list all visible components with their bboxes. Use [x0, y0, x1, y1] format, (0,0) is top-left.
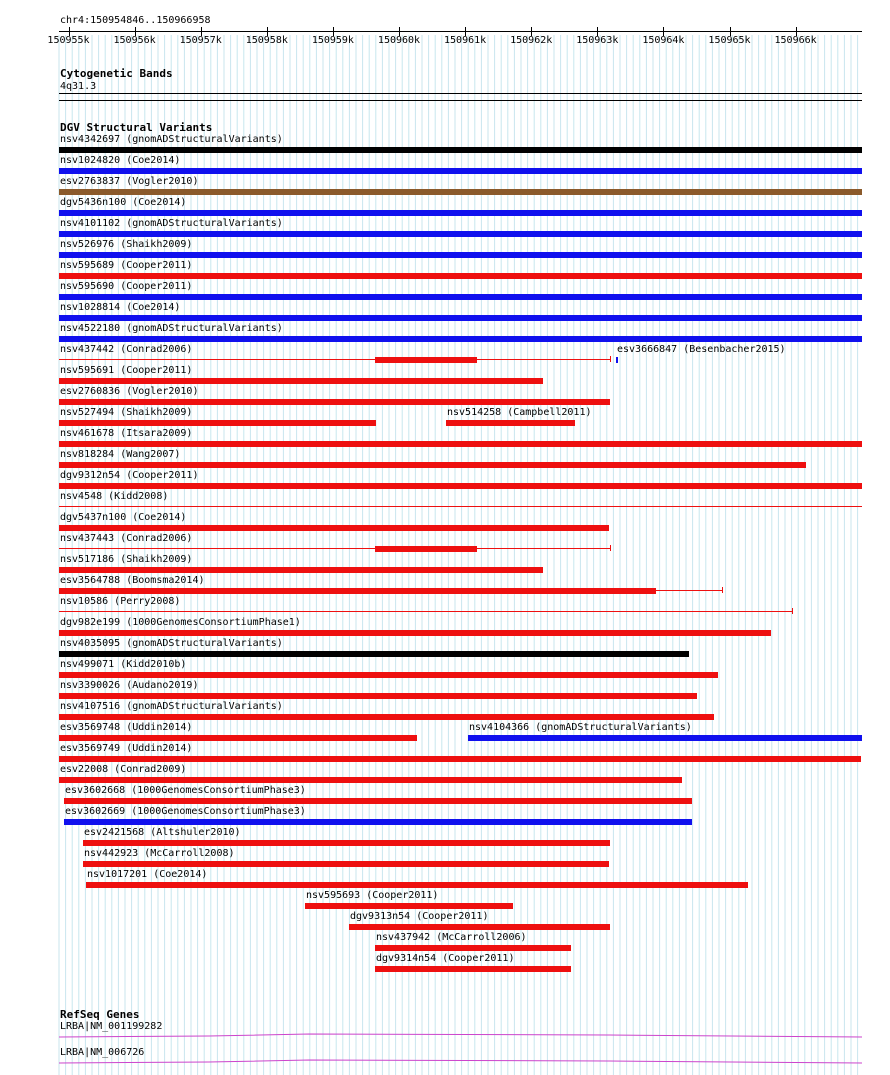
variant-label[interactable]: nsv1028814 (Coe2014) [60, 302, 181, 313]
variant-label[interactable]: dgv982e199 (1000GenomesConsortiumPhase1) [60, 617, 301, 628]
variant-label[interactable]: esv3666847 (Besenbacher2015) [617, 344, 786, 355]
ruler-tick-label: 150966k [774, 35, 817, 46]
variant-label[interactable]: nsv818284 (Wang2007) [60, 449, 181, 460]
gene-label[interactable]: LRBA|NM_006726 [60, 1047, 145, 1058]
variant-bar[interactable] [468, 735, 862, 741]
region-label: chr4:150954846..150966958 [60, 15, 211, 26]
variant-bar[interactable] [86, 882, 748, 888]
ruler-tick-label: 150957k [179, 35, 222, 46]
ruler-tick-label: 150963k [576, 35, 619, 46]
variant-endcap [610, 545, 611, 551]
variant-label[interactable]: nsv4035095 (gnomADStructuralVariants) [60, 638, 283, 649]
variant-label[interactable]: nsv4107516 (gnomADStructuralVariants) [60, 701, 283, 712]
variant-label[interactable]: nsv1017201 (Coe2014) [87, 869, 208, 880]
variant-endcap [792, 608, 793, 614]
variant-bar[interactable] [446, 420, 575, 426]
variant-bar[interactable] [64, 819, 692, 825]
cytoband-track-title[interactable]: Cytogenetic Bands [60, 67, 173, 80]
variant-label[interactable]: esv3602668 (1000GenomesConsortiumPhase3) [65, 785, 306, 796]
variant-bar[interactable] [83, 840, 610, 846]
variant-bar[interactable] [59, 588, 656, 594]
variant-bar[interactable] [83, 861, 609, 867]
variant-bar[interactable] [59, 336, 862, 342]
ruler-axis-line [59, 31, 862, 32]
variant-label[interactable]: esv22008 (Conrad2009) [60, 764, 187, 775]
variant-bar[interactable] [59, 483, 862, 489]
variant-label[interactable]: dgv5437n100 (Coe2014) [60, 512, 187, 523]
variant-bar[interactable] [64, 798, 692, 804]
gene-model[interactable] [59, 1030, 862, 1040]
variant-label[interactable]: nsv4104366 (gnomADStructuralVariants) [469, 722, 692, 733]
variant-bar[interactable] [59, 189, 862, 195]
gene-label[interactable]: LRBA|NM_001199282 [60, 1021, 163, 1032]
variant-bar[interactable] [59, 672, 718, 678]
cytoband-line [59, 93, 862, 94]
ruler-tick-label: 150955k [47, 35, 90, 46]
variant-bar[interactable] [305, 903, 513, 909]
variant-bar[interactable] [59, 315, 862, 321]
variant-label[interactable]: nsv499071 (Kidd2010b) [60, 659, 187, 670]
variant-bar[interactable] [59, 231, 862, 237]
dgv-track-title[interactable]: DGV Structural Variants [60, 121, 213, 134]
variant-label[interactable]: dgv5436n100 (Coe2014) [60, 197, 187, 208]
variant-label[interactable]: dgv9312n54 (Cooper2011) [60, 470, 199, 481]
ruler-tick-label: 150962k [510, 35, 553, 46]
variant-label[interactable]: nsv4522180 (gnomADStructuralVariants) [60, 323, 283, 334]
variant-bar[interactable] [59, 714, 714, 720]
variant-bar[interactable] [59, 399, 610, 405]
ruler-tick-label: 150960k [377, 35, 421, 46]
variant-bar[interactable] [59, 651, 689, 657]
variant-label[interactable]: esv2763837 (Vogler2010) [60, 176, 199, 187]
variant-label[interactable]: nsv595691 (Cooper2011) [60, 365, 193, 376]
refseq-track-title[interactable]: RefSeq Genes [60, 1008, 140, 1021]
ruler-tick-label: 150961k [444, 35, 487, 46]
variant-label[interactable]: nsv526976 (Shaikh2009) [60, 239, 193, 250]
variant-label[interactable]: nsv461678 (Itsara2009) [60, 428, 193, 439]
variant-label[interactable]: nsv527494 (Shaikh2009) [60, 407, 193, 418]
variant-bar[interactable] [59, 462, 806, 468]
variant-bar[interactable] [59, 630, 771, 636]
variant-bar[interactable] [59, 525, 609, 531]
variant-bar[interactable] [616, 357, 618, 363]
variant-bar[interactable] [59, 777, 682, 783]
variant-bar[interactable] [375, 357, 477, 363]
variant-bar[interactable] [59, 168, 862, 174]
variant-label[interactable]: dgv9313n54 (Cooper2011) [350, 911, 489, 922]
variant-label[interactable]: nsv514258 (Campbell2011) [447, 407, 592, 418]
variant-label[interactable]: nsv1024820 (Coe2014) [60, 155, 181, 166]
variant-line[interactable] [59, 506, 862, 507]
variant-label[interactable]: nsv595693 (Cooper2011) [306, 890, 439, 901]
variant-label[interactable]: nsv595689 (Cooper2011) [60, 260, 193, 271]
variant-label[interactable]: nsv4342697 (gnomADStructuralVariants) [60, 134, 283, 145]
cytoband-label: 4q31.3 [60, 81, 97, 92]
variant-label[interactable]: nsv437443 (Conrad2006) [60, 533, 193, 544]
variant-endcap [610, 356, 611, 362]
ruler-tick-label: 150958k [245, 35, 288, 46]
gene-model[interactable] [59, 1056, 862, 1066]
variant-label[interactable]: esv3602669 (1000GenomesConsortiumPhase3) [65, 806, 306, 817]
variant-bar[interactable] [59, 252, 862, 258]
variant-label[interactable]: esv3569749 (Uddin2014) [60, 743, 193, 754]
variant-label[interactable]: nsv595690 (Cooper2011) [60, 281, 193, 292]
ruler-tick-label: 150964k [642, 35, 685, 46]
variant-bar[interactable] [375, 966, 571, 972]
variant-label[interactable]: esv3569748 (Uddin2014) [60, 722, 193, 733]
variant-line[interactable] [59, 611, 792, 612]
track-separator [59, 100, 862, 101]
variant-label[interactable]: nsv437442 (Conrad2006) [60, 344, 193, 355]
variant-bar[interactable] [375, 546, 477, 552]
variant-label[interactable]: nsv3390026 (Audano2019) [60, 680, 199, 691]
variant-label[interactable]: nsv10586 (Perry2008) [60, 596, 181, 607]
variant-line[interactable] [59, 359, 610, 360]
variant-bar[interactable] [59, 210, 862, 216]
variant-line[interactable] [59, 548, 610, 549]
variant-label[interactable]: nsv4101102 (gnomADStructuralVariants) [60, 218, 283, 229]
variant-label[interactable]: nsv4548 (Kidd2008) [60, 491, 169, 502]
variant-bar[interactable] [59, 378, 543, 384]
variant-label[interactable]: nsv517186 (Shaikh2009) [60, 554, 193, 565]
variant-bar[interactable] [59, 756, 861, 762]
variant-bar[interactable] [349, 924, 610, 930]
variant-bar[interactable] [59, 441, 862, 447]
variant-bar[interactable] [59, 735, 417, 741]
variant-label[interactable]: nsv437942 (McCarroll2006) [376, 932, 527, 943]
variant-bar[interactable] [59, 273, 862, 279]
variant-label[interactable]: esv3564788 (Boomsma2014) [60, 575, 205, 586]
variant-label[interactable]: esv2421568 (Altshuler2010) [84, 827, 241, 838]
variant-bar[interactable] [59, 693, 697, 699]
ruler-tick-label: 150959k [311, 35, 354, 46]
variant-label[interactable]: esv2760836 (Vogler2010) [60, 386, 199, 397]
variant-label[interactable]: dgv9314n54 (Cooper2011) [376, 953, 515, 964]
ruler-tick-label: 150965k [708, 35, 751, 46]
variant-bar[interactable] [375, 945, 571, 951]
variant-label[interactable]: nsv442923 (McCarroll2008) [84, 848, 235, 859]
variant-bar[interactable] [59, 294, 862, 300]
variant-bar[interactable] [59, 420, 376, 426]
variant-bar[interactable] [59, 147, 862, 153]
variant-endcap [722, 587, 723, 593]
ruler-tick-label: 150956k [113, 35, 156, 46]
variant-bar[interactable] [59, 567, 543, 573]
